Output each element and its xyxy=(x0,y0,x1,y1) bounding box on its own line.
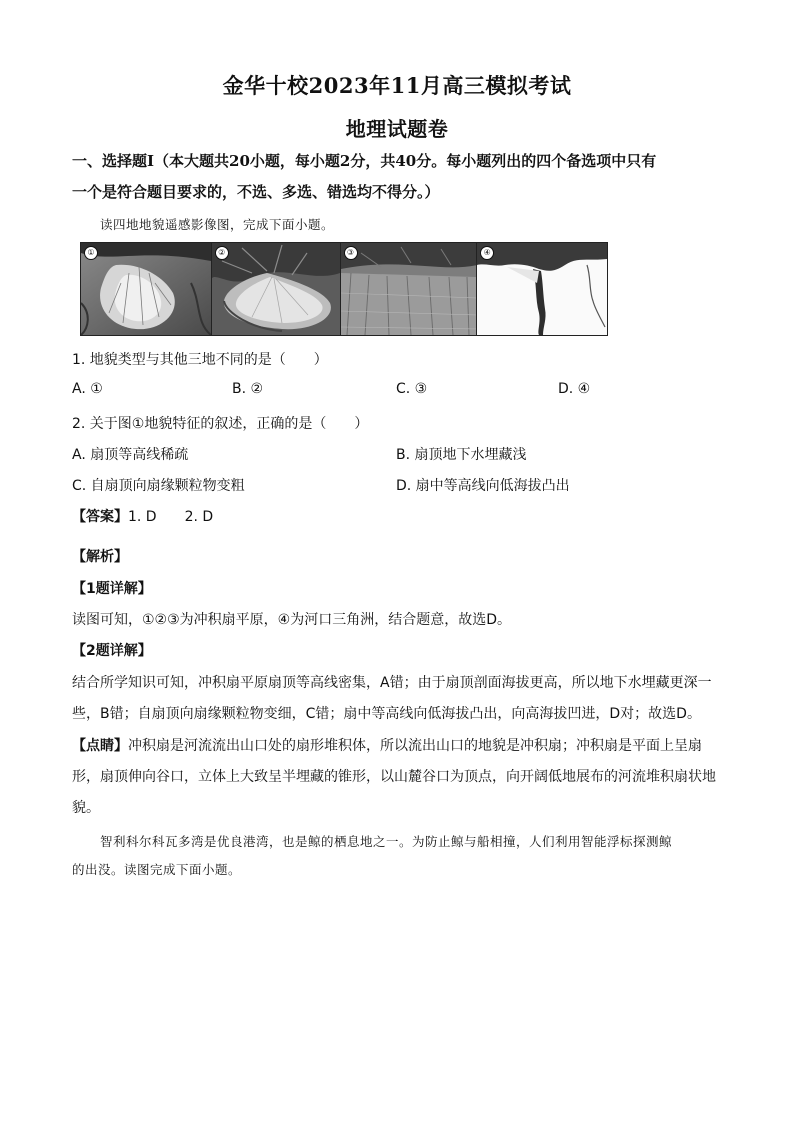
question-1-option-b: B. ② xyxy=(232,381,264,397)
question-2-stem: 2. 关于图①地貌特征的叙述，正确的是（ ） xyxy=(72,416,369,432)
section-heading-line2: 一个是符合题目要求的，不选、多选、错选均不得分。） xyxy=(72,183,440,201)
question-1-stem: 1. 地貌类型与其他三地不同的是（ ） xyxy=(72,352,328,368)
exam-title: 金华十校2023年11月高三模拟考试 xyxy=(222,73,572,98)
question-2-option-d: D. 扇中等高线向低海拔凸出 xyxy=(396,478,570,494)
alluvial-fan-image-2 xyxy=(212,243,340,335)
panel-number-1: ① xyxy=(84,246,98,260)
answer-line xyxy=(72,506,213,526)
next-intro-line1: 智利科尔科瓦多湾是优良港湾，也是鲸的栖息地之一。为防止鲸与船相撞，人们利用智能浮标探测鲸 xyxy=(100,834,673,849)
question-2-option-a: A. 扇顶等高线稀疏 xyxy=(72,447,189,463)
detail-1-text: 读图可知，①②③为冲积扇平原，④为河口三角洲，结合题意，故选D。 xyxy=(72,612,511,628)
landform-image-4 xyxy=(477,243,607,335)
landform-image-3 xyxy=(341,243,478,335)
tip-line1 xyxy=(72,735,702,755)
detail-1-label: 【1题详解】 xyxy=(72,581,152,597)
detail-2-label: 【2题详解】 xyxy=(72,643,152,659)
analysis-label: 【解析】 xyxy=(72,549,128,565)
question-1-option-a: A. ① xyxy=(72,381,103,397)
river-delta-map xyxy=(477,243,607,335)
landform-image-1 xyxy=(81,243,212,335)
landform-image-strip xyxy=(80,242,608,336)
landform-image-2 xyxy=(212,243,341,335)
alluvial-fan-image-1 xyxy=(81,243,211,335)
tip-text-line2: 形，扇顶伸向谷口，立体上大致呈半埋藏的锥形，以山麓谷口为顶点，向开阔低地展布的河流堆积扇状地 xyxy=(72,769,716,785)
exam-subtitle: 地理试题卷 xyxy=(345,117,449,141)
panel-number-2: ② xyxy=(215,246,229,260)
detail-2-text-line1: 结合所学知识可知，冲积扇平原扇顶等高线密集，A错；由于扇顶剖面海拔更高，所以地下水埋藏更深一 xyxy=(72,675,712,691)
next-intro-line2: 的出没。读图完成下面小题。 xyxy=(72,862,242,877)
panel-number-4: ④ xyxy=(480,246,494,260)
detail-2-text-line2: 些，B错；自扇顶向扇缘颗粒物变细，C错；扇中等高线向低海拔凸出，向高海拔凹进，D对；故选D。 xyxy=(72,706,701,722)
tip-text-line1: 冲积扇是河流流出山口处的扇形堆积体，所以流出山口的地貌是冲积扇；冲积扇是平面上呈扇 xyxy=(128,738,702,754)
question-intro: 读四地地貌遥感影像图，完成下面小题。 xyxy=(100,217,335,232)
question-2-option-c: C. 自扇顶向扇缘颗粒物变粗 xyxy=(72,478,245,494)
alluvial-plain-image xyxy=(341,243,477,335)
question-1-option-d: D. ④ xyxy=(558,381,591,397)
tip-text-line3: 貌。 xyxy=(72,800,100,816)
answer-label: 【答案】 xyxy=(72,509,128,525)
panel-number-3: ③ xyxy=(344,246,358,260)
question-2-option-b: B. 扇顶地下水埋藏浅 xyxy=(396,447,527,463)
answer-text: 1. D 2. D xyxy=(128,509,214,525)
section-heading-line1: 一、选择题Ⅰ（本大题共20小题，每小题2分，共40分。每小题列出的四个备选项中只有 xyxy=(72,152,657,170)
tip-label: 【点睛】 xyxy=(72,738,128,754)
question-1-option-c: C. ③ xyxy=(396,381,428,397)
